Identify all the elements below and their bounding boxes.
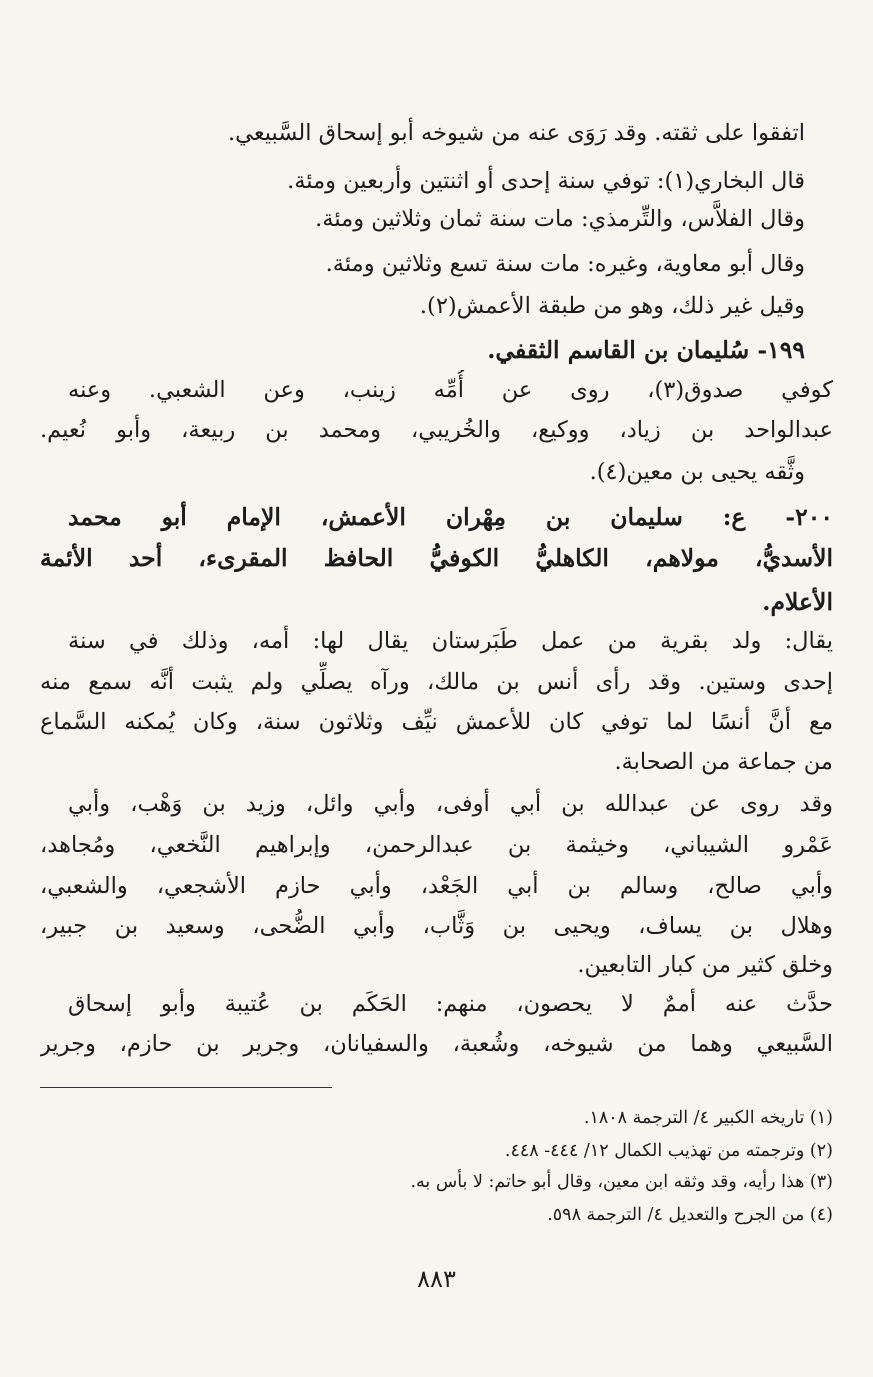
text-line: وقال الفلاَّس، والتِّرمذي: مات سنة ثمان وثلاثين ومئة. [315,206,805,232]
text-line: إحدى وستين. وقد رأى أنس بن مالك، ورآه يصلِّي ولم يثبت أنَّه سمع منه [40,669,833,695]
text-line: وقال أبو معاوية، وغيره: مات سنة تسع وثلاثين ومئة. [325,251,805,277]
footnote-4: (٤) من الجرح والتعديل ٤/ الترجمة ٥٩٨. [547,1205,833,1225]
text-line: من جماعة من الصحابة. [614,749,833,775]
text-line: مع أنَّ أنسًا لما توفي كان للأعمش نيِّف وثلاثون سنة، وكان يُمكنه السَّماع [40,709,833,735]
entry-heading-200-end: الأعلام. [762,588,833,616]
text-line: كوفي صدوق(٣)، روى عن أُمِّه زينب، وعن الشعبي. وعنه [68,377,833,403]
entry-heading-200: ٢٠٠- ع: سليمان بن مِهْران الأعمش، الإمام أبو محمد [68,503,833,531]
footnote-divider [40,1087,332,1088]
text-line: عَمْرو الشيباني، وخيثمة بن عبدالرحمن، وإبراهيم النَّخعي، ومُجاهد، [40,832,833,858]
text-line: وقد روى عن عبدالله بن أبي أوفى، وأبي وائل، وزيد بن وَهْب، وأبي [68,791,833,817]
footnote-2: (٢) وترجمته من تهذيب الكمال ١٢/ ٤٤٤- ٤٤٨. [504,1141,833,1161]
text-line: اتفقوا على ثقته. وقد رَوَى عنه من شيوخه أبو إسحاق السَّبيعي. [227,120,805,146]
page-number: ٨٨٣ [417,1265,456,1293]
entry-heading-200-cont: الأسديُّ، مولاهم، الكاهليُّ الكوفيُّ الحافظ المقرىء، أحد الأئمة [40,544,833,572]
text-line: السَّبيعي وهما من شيوخه، وشُعبة، والسفيانان، وجرير بن حازم، وجرير [40,1031,833,1057]
text-line: وأبي صالح، وسالم بن أبي الجَعْد، وأبي حازم الأشجعي، والشعبي، [40,873,833,899]
entry-heading-199: ١٩٩- سُليمان بن القاسم الثقفي. [487,336,805,364]
text-line: قال البخاري(١): توفي سنة إحدى أو اثنتين وأربعين ومئة. [287,168,805,194]
text-line: يقال: ولد بقرية من عمل طَبَرستان يقال لها: أمه، وذلك في سنة [68,628,833,654]
text-line: وثَّقه يحيى بن معين(٤). [589,459,805,485]
text-line: وقيل غير ذلك، وهو من طبقة الأعمش(٢). [419,293,805,319]
text-line: عبدالواحد بن زياد، ووكيع، والخُريبي، ومحمد بن ربيعة، وأبو نُعيم. [40,417,833,443]
text-line: حدَّث عنه أممٌ لا يحصون، منهم: الحَكَم بن عُتيبة وأبو إسحاق [68,991,833,1017]
text-line: وهلال بن يساف، ويحيى بن وَثَّاب، وأبي الضُّحى، وسعيد بن جبير، [40,913,833,939]
text-line: وخلق كثير من كبار التابعين. [577,952,833,978]
footnote-1: (١) تاريخه الكبير ٤/ الترجمة ١٨٠٨. [583,1108,833,1128]
footnote-3: (٣) هذا رأيه، وقد وثقه ابن معين، وقال أبو حاتم: لا بأس به. [410,1172,833,1192]
